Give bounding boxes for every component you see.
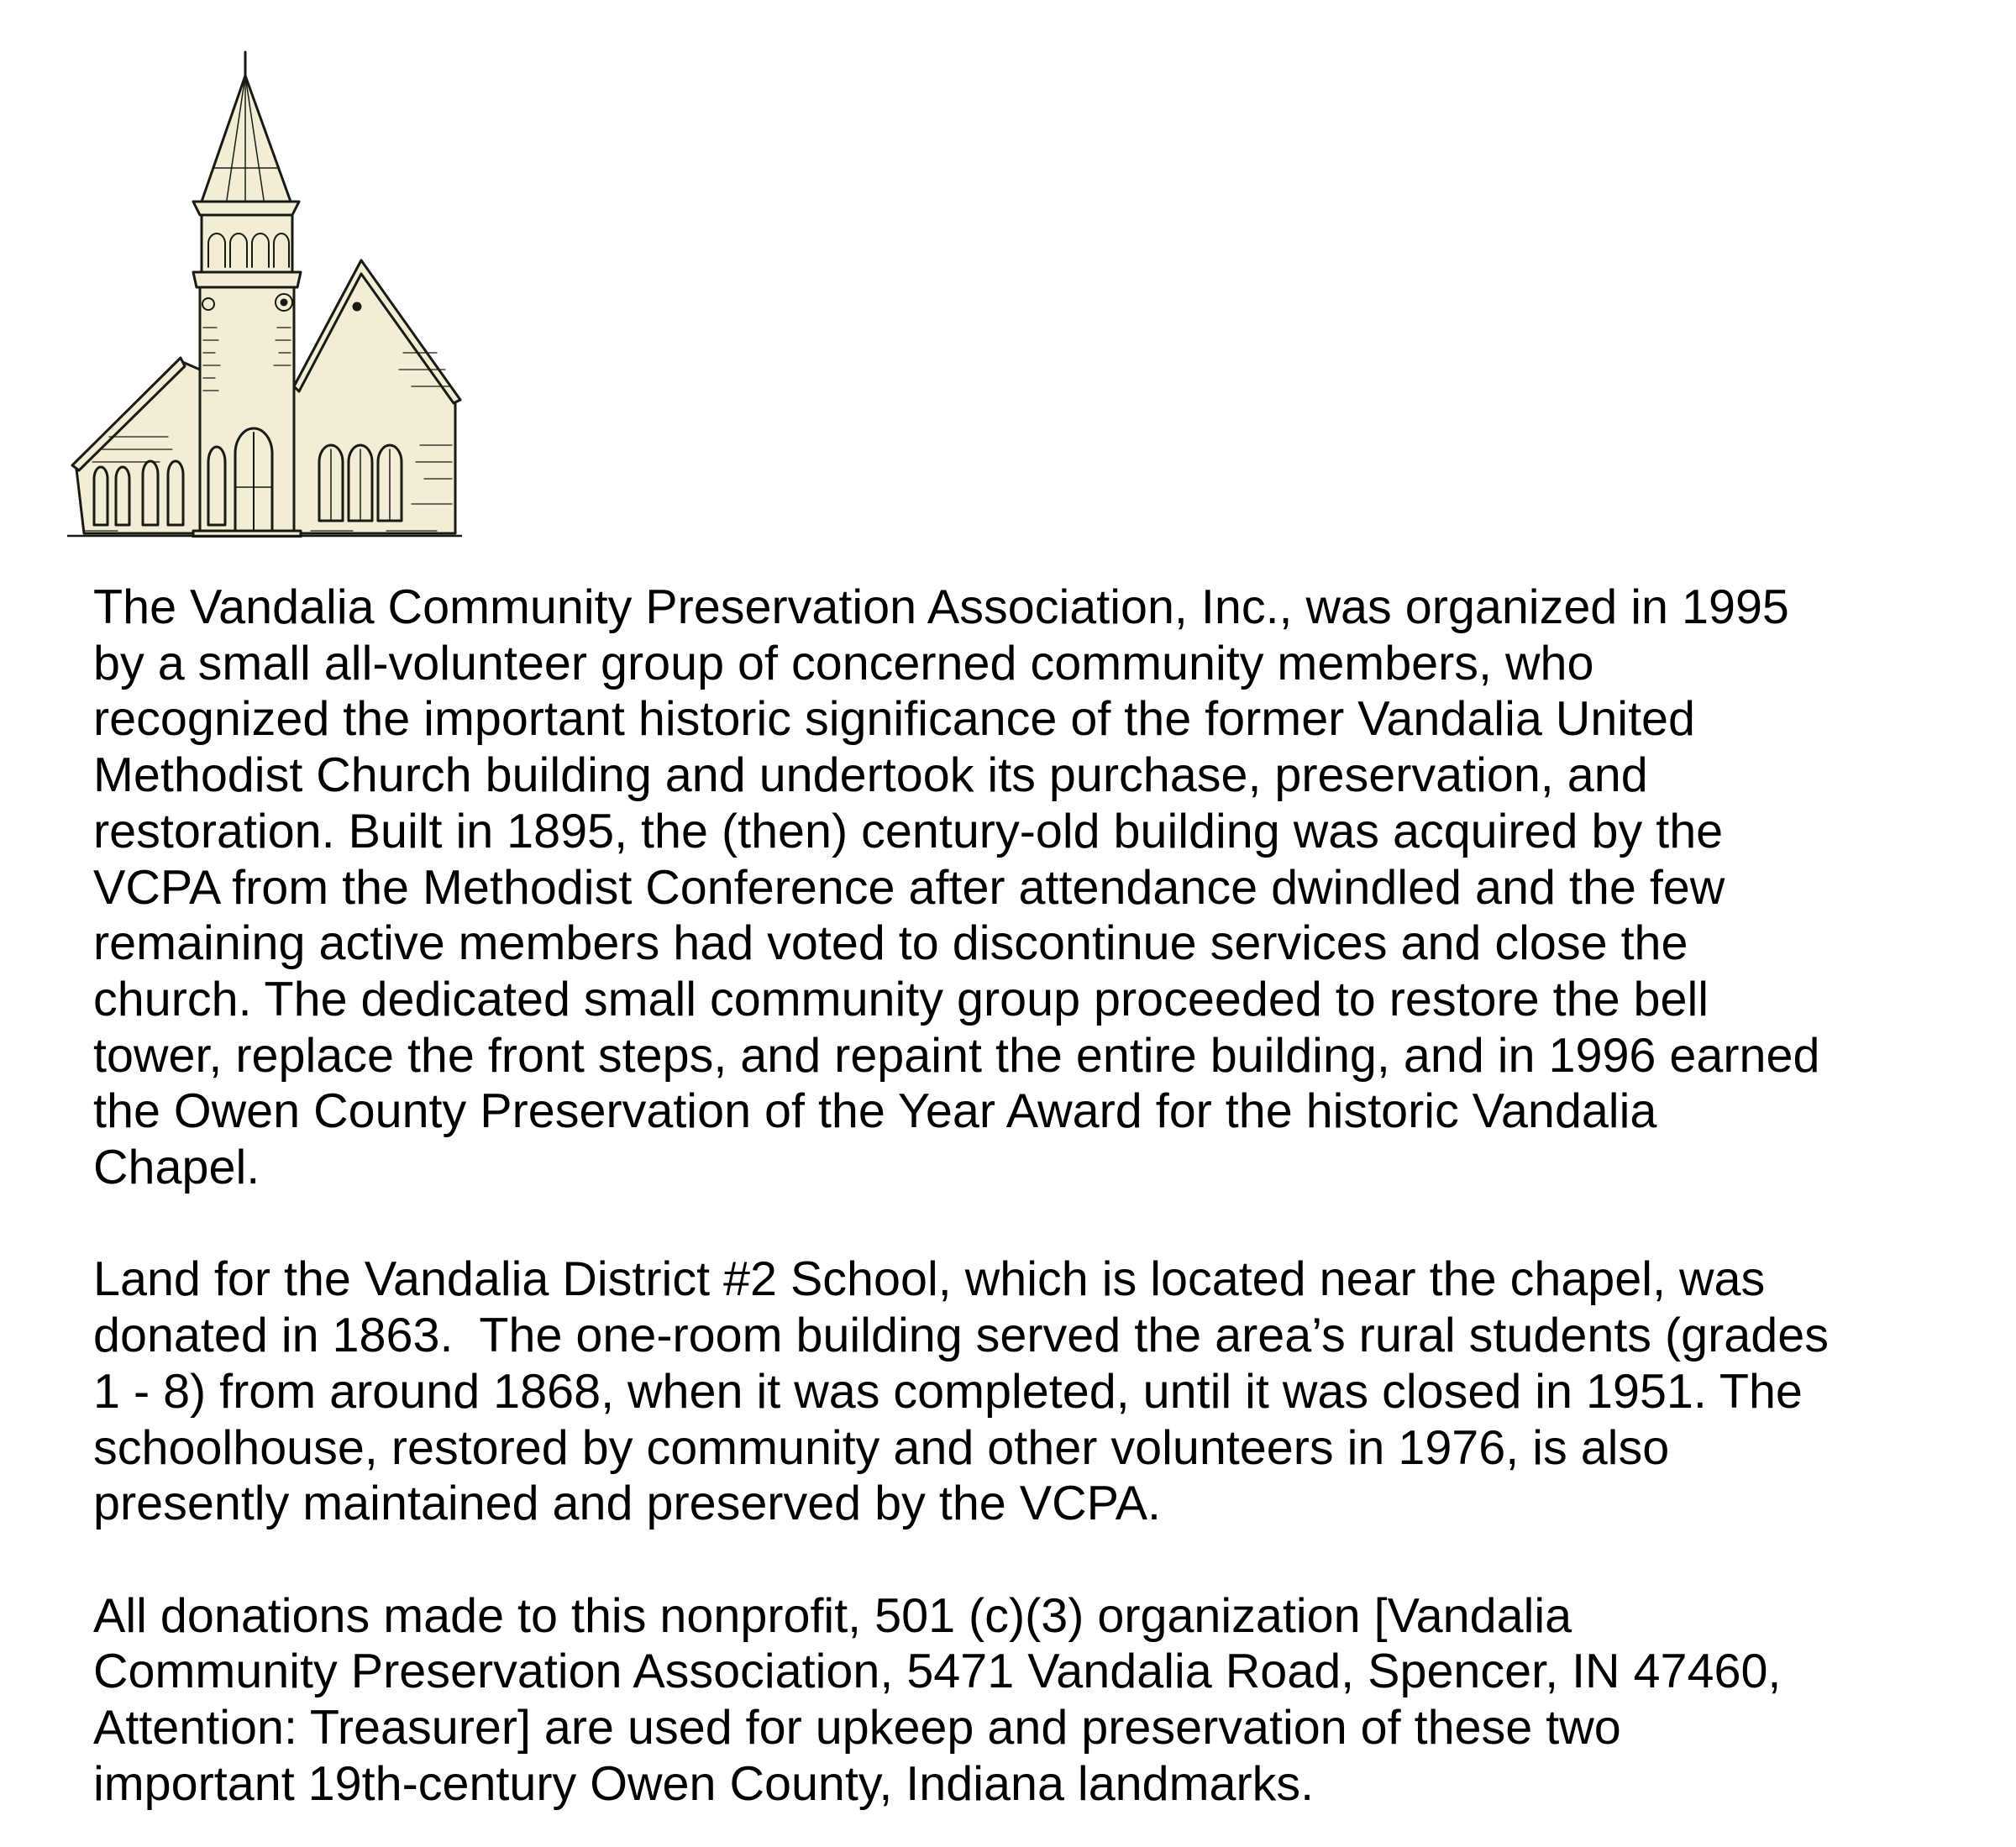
text-line: church. The dedicated small community group proceeded to restore the bell <box>93 972 1709 1026</box>
text-line: Chapel. <box>93 1141 260 1195</box>
text-line: The Vandalia Community Preservation Association, Inc., was organized in 1995 <box>93 580 1789 634</box>
text-line: 1 - 8) from around 1868, when it was completed, until it was closed in 1951. The <box>93 1364 1803 1419</box>
paragraph-chapel-history <box>93 580 1899 1196</box>
text-line: Methodist Church building and undertook its purchase, preservation, and <box>93 748 1648 803</box>
church-sketch-icon <box>67 50 462 538</box>
text-line: remaining active members had voted to discontinue services and close the <box>93 916 1688 971</box>
text-line: schoolhouse, restored by community and other volunteers in 1976, is also <box>93 1420 1670 1475</box>
text-line: Community Preservation Association, 5471 Vandalia Road, Spencer, IN 47460, <box>93 1645 1782 1699</box>
text-line: restoration. Built in 1895, the (then) century-old building was acquired by the <box>93 804 1724 858</box>
text-line: Land for the Vandalia District #2 School, which is located near the chapel, was <box>93 1252 1766 1307</box>
text-line: the Owen County Preservation of the Year Award for the historic Vandalia <box>93 1084 1657 1139</box>
text-line: All donations made to this nonprofit, 501 (c)(3) organization [Vandalia <box>93 1588 1572 1643</box>
text-line: important 19th-century Owen County, Indiana landmarks. <box>93 1756 1315 1811</box>
text-line: VCPA from the Methodist Conference after attendance dwindled and the few <box>93 860 1725 915</box>
text-line: by a small all-volunteer group of concerned community members, who <box>93 636 1594 690</box>
text-line: tower, replace the front steps, and repaint the entire building, and in 1996 earned <box>93 1028 1820 1083</box>
paragraph-donations <box>93 1588 1899 1813</box>
text-line: Attention: Treasurer] are used for upkeep and preservation of these two <box>93 1701 1621 1755</box>
church-illustration <box>67 50 462 538</box>
paragraph-school-history <box>93 1251 1899 1532</box>
article-body <box>93 580 1899 1812</box>
text-line: recognized the important historic significance of the former Vandalia United <box>93 692 1696 747</box>
text-line: presently maintained and preserved by the VCPA. <box>93 1477 1162 1531</box>
text-line: donated in 1863. The one-room building served the area’s rural students (grades <box>93 1309 1829 1363</box>
